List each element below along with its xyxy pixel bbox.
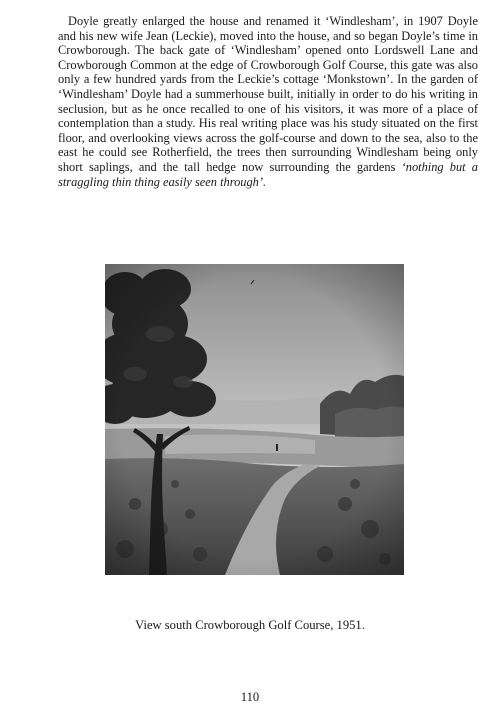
photo-illustration [105, 264, 404, 575]
photo-caption: View south Crowborough Golf Course, 1951. [135, 618, 365, 632]
body-text: Doyle greatly enlarged the house and renamed it ‘Windlesham’, in 1907 Doyle and his new wife Jean (Leckie), moved into the house, and so began Doyle’s time in Crowborough. The back gate of ‘Windlesham’ opened onto Lordswell Lane and Crowborough Common at the edge of Crowborough Golf Course, this gate was also only a few hundred yards from the Leckie’s cottage ‘Monkstown’. In the garden of ‘Windlesham’ Doyle had a summerhouse built, initially in order to do his writing in seclusion, but as he once recalled to one of his visitors, it was more of a place of contemplation than a study. His real writing place was his study situated on the first floor, and overlooking views across the golf-course and down to the sea, also to the east he could see Rotherfield, the trees then surrounding Windlesham being only short saplings, and the tall hedge now surrounding the gardens [58, 14, 478, 174]
body-paragraph [58, 14, 478, 189]
page-number: 110 [240, 690, 260, 704]
golf-course-photograph [105, 264, 404, 575]
quoted-phrase: ‘nothing but a straggling thin thing easily seen through’. [58, 159, 478, 189]
